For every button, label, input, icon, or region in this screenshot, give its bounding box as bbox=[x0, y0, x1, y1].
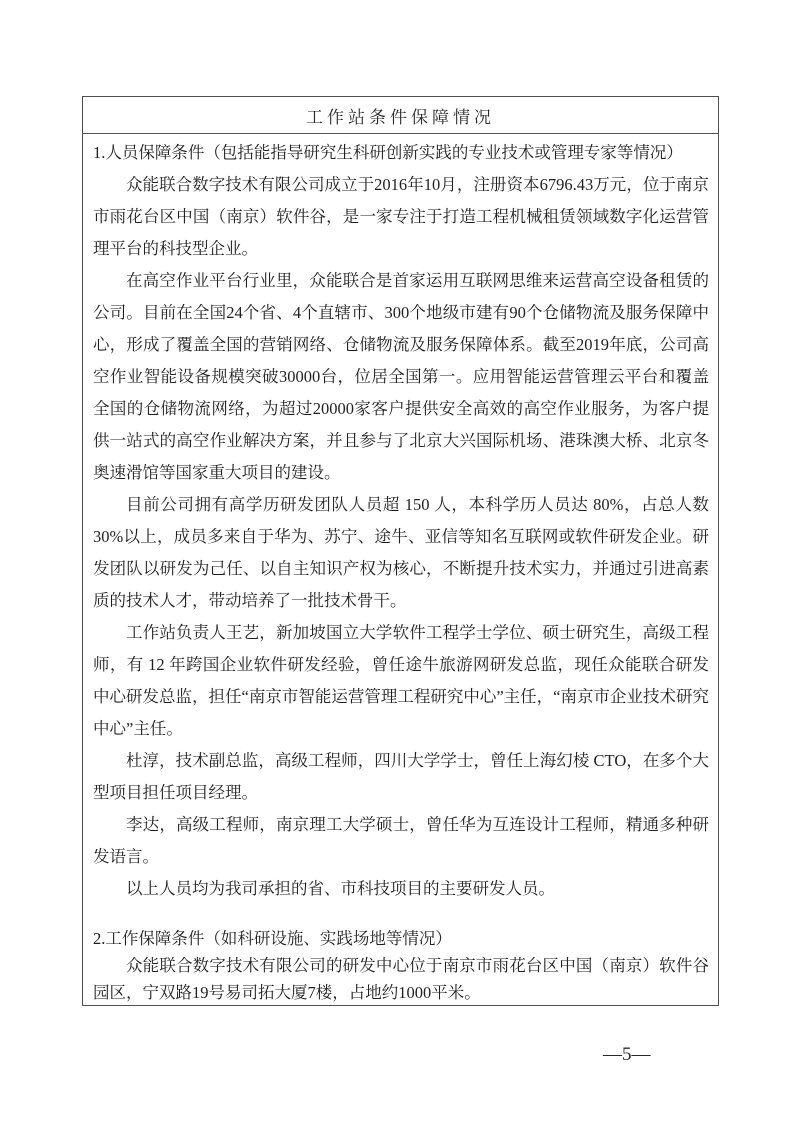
page-number: —5— bbox=[603, 1044, 651, 1065]
paragraph-rd-team: 目前公司拥有高学历研发团队人员超 150 人，本科学历人员达 80%，占总人数 30%以上，成员多来自于华为、苏宁、途牛、亚信等知名互联网或软件研发企业。研发团队以研发为己任、以自主知识产权为核心，不断提升技术实力，并通过引进高素质的技术人才，带动培养了一批技术骨干。 bbox=[93, 495, 709, 610]
section-personnel-conditions bbox=[93, 137, 709, 905]
workstation-conditions-table bbox=[82, 96, 719, 1006]
paragraph-station-leader: 工作站负责人王艺，新加坡国立大学软件工程学士学位、硕士研究生，高级工程师，有 12 年跨国企业软件研发经验，曾任途牛旅游网研发总监，现任众能联合研发中心研发总监，担任“南京市智能运营管理工程研究中心”主任，“南京市企业技术研究中心”主任。 bbox=[93, 623, 709, 738]
paragraph-du-chun: 杜淳，技术副总监，高级工程师，四川大学学士，曾任上海幻棱 CTO，在多个大型项目担任项目经理。 bbox=[93, 751, 709, 802]
paragraph-company-intro: 众能联合数字技术有限公司成立于2016年10月，注册资本6796.43万元，位于南京市雨花台区中国（南京）软件谷，是一家专注于打造工程机械租赁领域数字化运营管理平台的科技型企业。 bbox=[93, 175, 709, 258]
section-work-conditions bbox=[93, 925, 709, 1006]
section-1-heading: 1.人员保障条件（包括能指导研究生科研创新实践的专业技术或管理专家等情况） bbox=[93, 143, 683, 162]
paragraph-rd-center-location: 众能联合数字技术有限公司的研发中心位于南京市雨花台区中国（南京）软件谷园区，宁双路19号易司拓大厦7楼，占地约1000平米。 bbox=[93, 956, 709, 1002]
section-gap bbox=[93, 905, 709, 925]
paragraph-personnel-summary: 以上人员均为我司承担的省、市科技项目的主要研发人员。 bbox=[126, 879, 555, 898]
table-body-cell bbox=[83, 134, 718, 1006]
table-title: 工作站条件保障情况 bbox=[306, 107, 495, 127]
section-2-heading: 2.工作保障条件（如科研设施、实践场地等情况） bbox=[93, 929, 452, 948]
table-title-row bbox=[83, 97, 718, 134]
paragraph-li-da: 李达，高级工程师，南京理工大学硕士，曾任华为互连设计工程师，精通多种研发语言。 bbox=[93, 815, 709, 866]
paragraph-industry-position: 在高空作业平台行业里，众能联合是首家运用互联网思维来运营高空设备租赁的公司。目前在全国24个省、4个直辖市、300个地级市建有90个仓储物流及服务保障中心，形成了覆盖全国的营销网络、仓储物流及服务保障体系。截至2019年底，公司高空作业智能设备规模突破30000台，位居全国第一。应用智能运营管理云平台和覆盖全国的仓储物流网络，为超过20000家客户提供安全高效的高空作业服务，为客户提供一站式的高空作业解决方案，并且参与了北京大兴国际机场、港珠澳大桥、北京冬奥速滑馆等国家重大项目的建设。 bbox=[93, 271, 709, 482]
